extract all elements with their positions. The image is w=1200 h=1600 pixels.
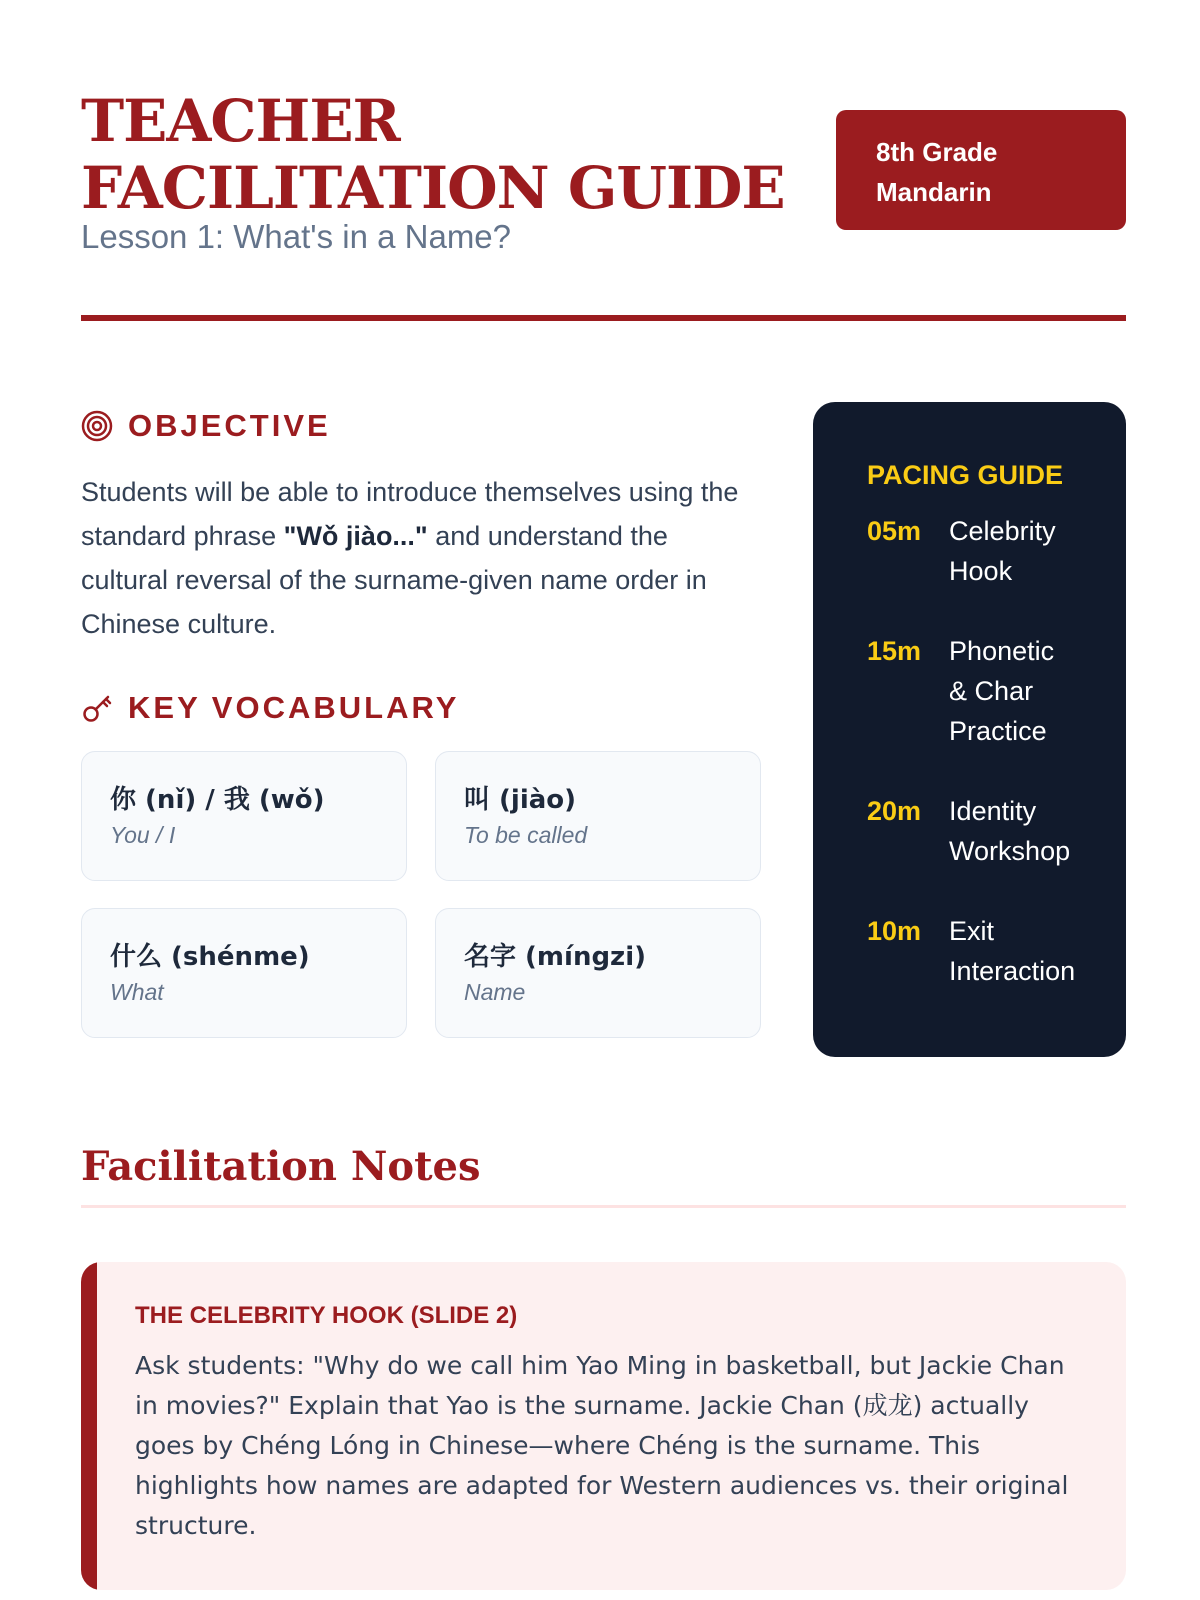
pacing-item-time: 15m bbox=[867, 636, 922, 666]
target-icon bbox=[81, 410, 113, 442]
notes-section-title: Facilitation Notes bbox=[81, 1143, 481, 1190]
pacing-item bbox=[867, 511, 1126, 591]
vocab-meaning: What bbox=[110, 979, 164, 1005]
lesson-subtitle: Lesson 1: What's in a Name? bbox=[81, 218, 512, 255]
objective-phrase: "Wǒ jiào..." bbox=[283, 521, 428, 551]
page-title: TEACHER FACILITATION GUIDE bbox=[81, 87, 785, 222]
pacing-guide-title: PACING GUIDE bbox=[867, 460, 1064, 490]
note-accent-bar bbox=[81, 1262, 97, 1590]
vocab-meaning: You / I bbox=[110, 822, 176, 848]
pacing-item bbox=[867, 631, 1126, 751]
pacing-item-time: 10m bbox=[867, 916, 922, 946]
vocabulary-heading-label: KEY VOCABULARY bbox=[128, 690, 460, 725]
pacing-item-label: Exit Interaction bbox=[949, 916, 1076, 986]
objective-text bbox=[81, 470, 761, 646]
pacing-item-label: Celebrity Hook bbox=[949, 516, 1056, 586]
pacing-item bbox=[867, 911, 1126, 991]
vocab-term: 什么 (shénme) bbox=[110, 942, 310, 972]
note-card bbox=[81, 1262, 1126, 1590]
notes-divider bbox=[81, 1205, 1126, 1208]
grade-badge: 8th Grade Mandarin bbox=[836, 110, 1126, 230]
pacing-item-time: 20m bbox=[867, 796, 922, 826]
objective-text-end: and understand the cultural reversal of the surname-given name order in Chinese culture. bbox=[81, 521, 707, 639]
pacing-item bbox=[867, 791, 1126, 871]
vocab-term: 名字 (míngzi) bbox=[464, 942, 646, 972]
note-body: Ask students: "Why do we call him Yao Ming in basketball, but Jackie Chan in movies?" Explain that Yao is the surname. Jackie Chan (成龙) actually goes by Chéng Lóng in Chinese—where Chéng is the surname. This highlights how names are adapted for Western audiences vs. their original structure. bbox=[135, 1351, 1069, 1540]
objective-text-start: Students will be able to introduce themselves using the standard phrase bbox=[81, 477, 739, 551]
objective-heading bbox=[81, 408, 331, 444]
vocab-card bbox=[435, 908, 761, 1038]
pacing-item-label: Phonetic & Char Practice bbox=[949, 636, 1055, 746]
note-heading: THE CELEBRITY HOOK (SLIDE 2) bbox=[135, 1302, 518, 1329]
vocab-card bbox=[81, 751, 407, 881]
objective-heading-label: OBJECTIVE bbox=[128, 408, 331, 443]
header-divider bbox=[81, 315, 1126, 321]
vocab-card bbox=[81, 908, 407, 1038]
pacing-item-label: Identity Workshop bbox=[949, 796, 1071, 866]
vocab-term: 你 (nǐ) / 我 (wǒ) bbox=[110, 785, 325, 815]
pacing-guide-panel bbox=[813, 402, 1126, 1057]
vocabulary-heading bbox=[81, 690, 459, 726]
key-icon bbox=[81, 692, 113, 724]
page-header bbox=[81, 88, 1126, 323]
vocab-meaning: Name bbox=[464, 979, 526, 1005]
vocab-term: 叫 (jiào) bbox=[464, 785, 577, 815]
vocab-card bbox=[435, 751, 761, 881]
vocab-meaning: To be called bbox=[464, 822, 588, 848]
pacing-item-time: 05m bbox=[867, 516, 922, 546]
